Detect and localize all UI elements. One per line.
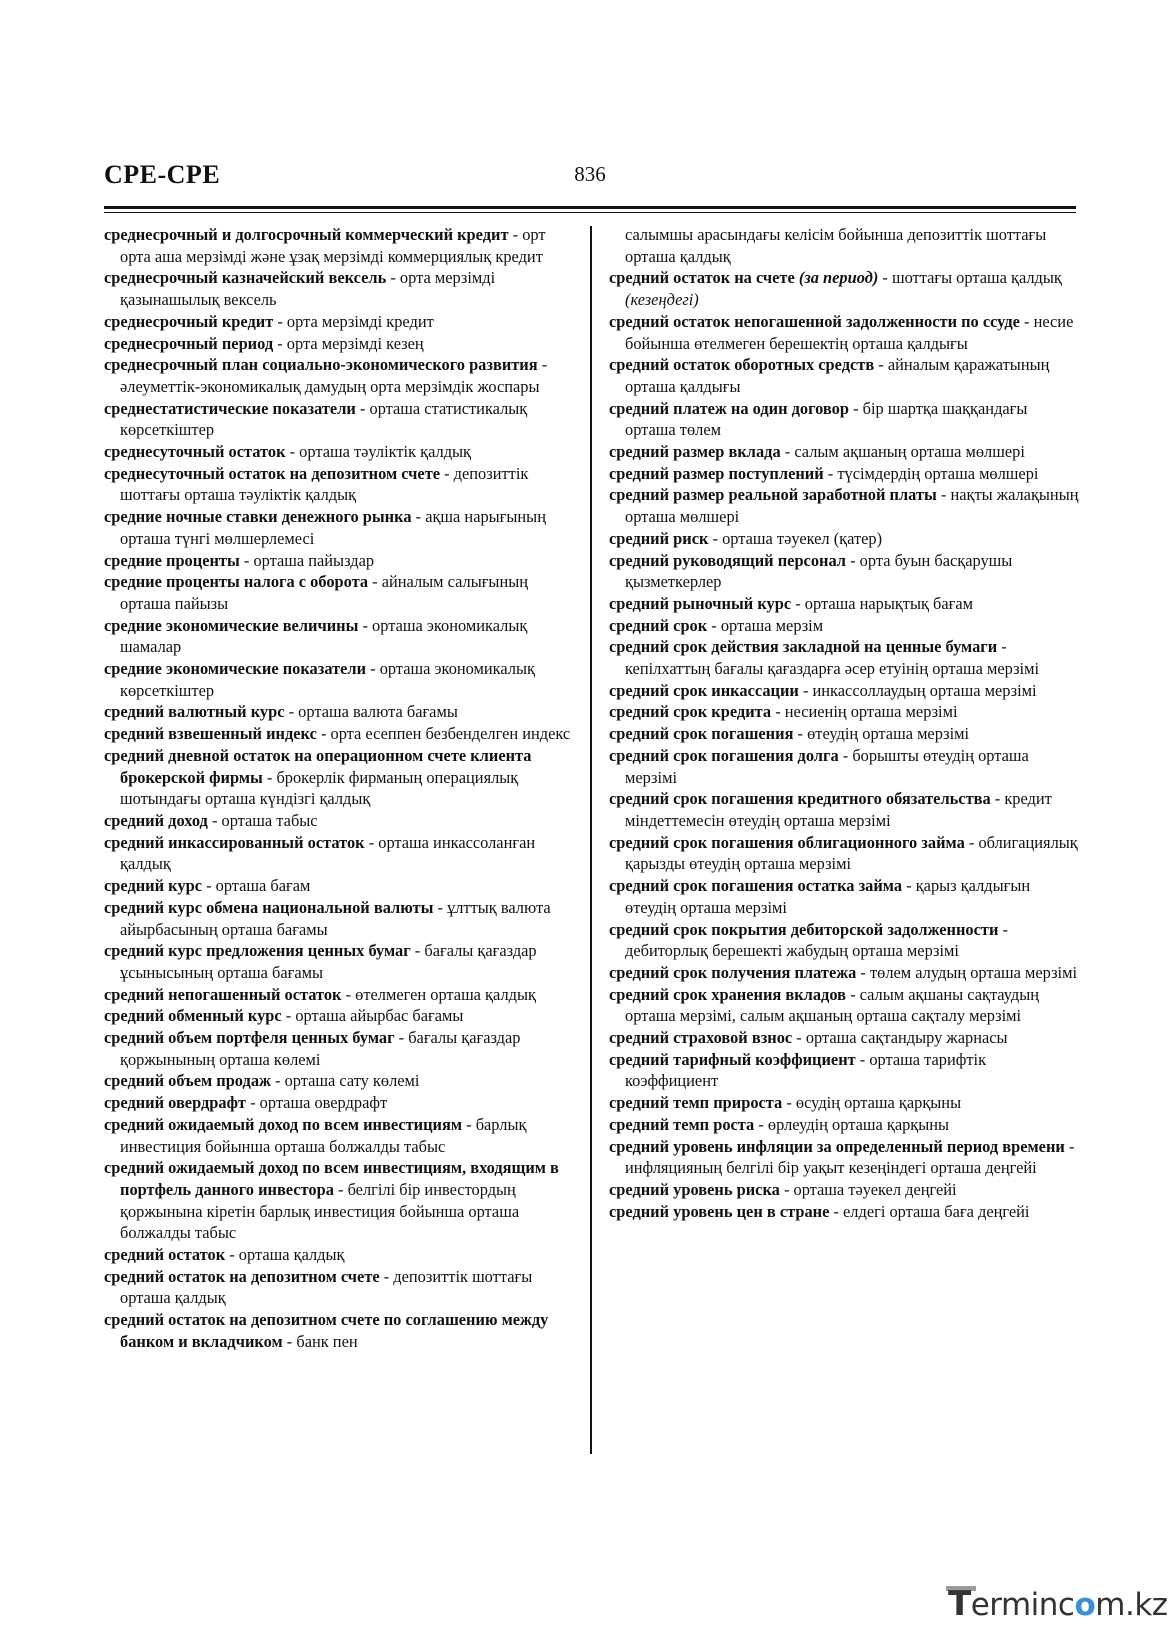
dictionary-entry: среднестатистические показатели - орташа статистикалық көрсеткіштер: [104, 398, 528, 440]
entry-definition: шоттағы орташа қалдық: [891, 268, 1062, 288]
dictionary-entry: средний срок - орташа мерзім: [609, 615, 824, 635]
entry-term: средние проценты: [104, 550, 240, 570]
entry-definition: орташа овердрафт: [259, 1093, 388, 1113]
entry-term: средний уровень инфляции за определенный период времени: [609, 1136, 1065, 1156]
entry-definition: несиенің орташа мерзімі: [784, 702, 958, 722]
entry-term: средний взвешенный индекс: [104, 724, 317, 744]
entry-term: средний остаток на депозитном счете: [104, 1266, 380, 1286]
entry-term: средний платеж на один договор: [609, 398, 849, 418]
entry-term: средний срок хранения вкладов: [609, 984, 846, 1004]
dictionary-entry: средний срок инкассации - инкассоллаудың орташа мерзімі: [609, 680, 1037, 700]
entry-definition: айналым қаражатының орташа қалдығы: [625, 355, 1050, 396]
dictionary-entry: средний остаток на счете (за период) - шоттағы орташа қалдық (кезеңдегі): [609, 268, 1062, 310]
dictionary-entry: средний остаток - орташа қалдық: [104, 1245, 345, 1265]
entry-definition: орташа қалдық: [238, 1245, 345, 1265]
entry-term: средний овердрафт: [104, 1093, 246, 1113]
entry-definition: қарыз қалдығын өтеудің орташа мерзімі: [625, 876, 1031, 917]
entry-term: средний размер поступлений: [609, 463, 824, 483]
dictionary-entry: среднесуточный остаток - орташа тәуліктік қалдық: [104, 442, 472, 462]
dictionary-entry: средние экономические величины - орташа экономикалық шамалар: [104, 615, 528, 657]
entry-term: средний остаток на депозитном счете по соглашению между банком и вкладчиком: [104, 1310, 549, 1351]
dictionary-entry: средний размер вклада - салым ақшаның орташа мөлшері: [609, 442, 1025, 462]
entry-definition: орташа сату көлемі: [284, 1071, 420, 1091]
entry-term: средний срок погашения: [609, 724, 794, 744]
entry-definition: орта буын басқарушы қызметкерлер: [625, 550, 1013, 592]
entry-term: средние экономические величины: [104, 615, 359, 635]
entry-definition: кредит міндеттемесін өтеудің орташа мерзімі: [625, 789, 1052, 830]
dictionary-entry: средний объем портфеля ценных бумаг - бағалы қағаздар қоржынының орташа көлемі: [104, 1028, 521, 1069]
dictionary-entry: средний размер поступлений - түсімдердің орташа мөлшері: [609, 463, 1039, 483]
header-rule-thin: [104, 212, 1076, 213]
entry-definition: орташа экономикалық шамалар: [120, 615, 528, 657]
entry-definition: өтелмеген орташа қалдық: [355, 984, 536, 1004]
dictionary-entry: средний дневной остаток на операционном счете клиента брокерской фирмы - брокерлік фирманың операциялық шотындағы орташа күндізгі қалдық: [104, 745, 532, 809]
dictionary-entry: среднесрочный и долгосрочный коммерческий кредит - орт орта аша мерзімді және ұзақ мерзімді коммерциялық кредит: [104, 225, 546, 266]
entry-definition: несие бойынша өтелмеген берешектің орташа қалдығы: [625, 311, 1074, 353]
entry-definition: орташа мерзім: [720, 615, 824, 635]
entry-term: среднесуточный остаток: [104, 442, 286, 462]
column-divider: [590, 226, 592, 1454]
page-section-header: СРЕ-СРЕ: [104, 160, 221, 189]
dictionary-entry: средний остаток непогашенной задолженности по ссуде - несие бойынша өтелмеген берешектің орташа қалдығы: [609, 311, 1074, 353]
entry-term: средний остаток: [104, 1245, 226, 1265]
dictionary-entry: средний темп роста - өрлеудің орташа қарқыны: [609, 1114, 950, 1134]
watermark-logo: [948, 1584, 1168, 1624]
dictionary-entry: средний темп прироста - өсудің орташа қарқыны: [609, 1093, 962, 1113]
entry-term: средний срок получения платежа: [609, 962, 857, 982]
dictionary-entry: средний срок действия закладной на ценные бумаги - кепілхаттың бағалы қағаздарға әсер етуінің орташа мерзімі: [609, 637, 1040, 679]
entry-definition: бағалы қағаздар ұсынысының орташа бағамы: [120, 941, 537, 982]
entry-term: средний ожидаемый доход по всем инвестициям, входящим в портфель данного инвестора: [104, 1158, 559, 1199]
dictionary-entry: средний уровень риска - орташа тәуекел деңгейі: [609, 1179, 957, 1199]
entry-definition: орташа табыс: [221, 810, 318, 830]
logo-lead: T: [948, 1584, 971, 1624]
entry-definition: орташа экономикалық көрсеткіштер: [120, 659, 535, 700]
entry-definition: орта мерзімді кредит: [286, 311, 434, 331]
entry-term: средний размер вклада: [609, 442, 781, 462]
dictionary-entry: средний валютный курс - орташа валюта бағамы: [104, 702, 458, 722]
entry-term: средний размер реальной заработной платы: [609, 485, 937, 505]
entry-term: средний остаток на счете: [609, 268, 795, 288]
entry-term: средний тарифный коэффициент: [609, 1049, 856, 1069]
entry-term: средние экономические показатели: [104, 659, 367, 679]
dictionary-entry: средний инкассированный остаток - орташа инкассоланған қалдық: [104, 832, 536, 874]
entry-definition: ұлттық валюта айырбасының орташа бағамы: [120, 897, 551, 939]
entry-term: средний доход: [104, 810, 208, 830]
header-rule-thick: [104, 206, 1076, 209]
entry-term: средний срок кредита: [609, 702, 772, 722]
entry-term: средний остаток оборотных средств: [609, 355, 875, 375]
page-number: 836: [574, 162, 606, 186]
left-column: [104, 224, 574, 1353]
entry-term: средний курс обмена национальной валюты: [104, 897, 434, 917]
entry-definition: орташа валюта бағамы: [298, 702, 458, 722]
logo-tail: m.kz: [1095, 1587, 1168, 1623]
entry-definition: төлем алудың орташа мерзімі: [869, 962, 1078, 982]
entry-definition: салым ақшаны сақтаудың орташа мерзімі, салым ақшаның орташа сақталу мерзімі: [625, 984, 1040, 1026]
entry-definition: орташа бағам: [215, 876, 311, 896]
entry-term: средний срок погашения долга: [609, 745, 839, 765]
entry-term: среднесрочный и долгосрочный коммерческий кредит: [104, 225, 509, 244]
entry-definition: өтеудің орташа мерзімі: [807, 724, 970, 744]
entry-term: среднесрочный период: [104, 333, 274, 353]
entry-term: средний рыночный курс: [609, 593, 792, 613]
dictionary-entry: среднесрочный период - орта мерзімді кезең: [104, 333, 424, 353]
dictionary-entry: средний срок погашения остатка займа - қарыз қалдығын өтеудің орташа мерзімі: [609, 876, 1031, 917]
entry-term: средний темп роста: [609, 1114, 755, 1134]
entry-term: среднесрочный казначейский вексель: [104, 268, 387, 288]
dictionary-entry: средние экономические показатели - орташа экономикалық көрсеткіштер: [104, 659, 535, 700]
entry-term: средний ожидаемый доход по всем инвестициям: [104, 1114, 463, 1134]
entry-term: среднесрочный план социально-экономического развития: [104, 355, 538, 375]
dictionary-entry: средний овердрафт - орташа овердрафт: [104, 1093, 388, 1113]
entry-term: средний непогашенный остаток: [104, 984, 342, 1004]
dictionary-entry: средний срок покрытия дебиторской задолженности - дебиторлық берешекті жабудың орташа мерзімі: [609, 919, 1008, 961]
dictionary-entry: средний обменный курс - орташа айырбас бағамы: [104, 1006, 464, 1026]
entry-definition: инкассоллаудың орташа мерзімі: [812, 680, 1037, 700]
entry-definition: салымшы арасындағы келісім бойынша депозиттік шоттағы орташа қалдық: [625, 225, 1047, 266]
dictionary-entry: среднесрочный кредит - орта мерзімді кредит: [104, 311, 434, 331]
dictionary-entry: средний уровень инфляции за определенный период времени - инфляцияның белгілі бір уақыт кезеңіндегі орташа деңгейі: [609, 1136, 1075, 1178]
entry-definition: брокерлік фирманың операциялық шотындағы орташа күндізгі қалдық: [120, 767, 519, 809]
entry-definition: орта мерзімді кезең: [286, 333, 424, 353]
entry-definition: орташа тәуекел (қатер): [722, 528, 883, 548]
entry-definition: орт орта аша мерзімді және ұзақ мерзімді коммерциялық кредит: [120, 225, 546, 266]
entry-definition: орташа тәуліктік қалдық: [299, 442, 472, 462]
dictionary-entry: средний руководящий персонал - орта буын басқарушы қызметкерлер: [609, 550, 1013, 592]
dictionary-entry: средний остаток оборотных средств - айналым қаражатының орташа қалдығы: [609, 355, 1050, 396]
entry-term: средний объем продаж: [104, 1071, 271, 1091]
entry-definition: нақты жалақының орташа мөлшері: [625, 485, 1079, 527]
entry-definition: өрлеудің орташа қарқыны: [767, 1114, 950, 1134]
entry-definition-note: (кезеңдегі): [625, 290, 699, 310]
entry-definition: кепілхаттың бағалы қағаздарға әсер етуінің орташа мерзімі: [625, 659, 1040, 679]
entry-term-note: (за период): [798, 268, 879, 288]
entry-definition: инфляцияның белгілі бір уақыт кезеңіндегі орташа деңгейі: [625, 1158, 1037, 1178]
entry-term: среднесуточный остаток на депозитном счете: [104, 463, 441, 483]
entry-definition: орташа айырбас бағамы: [295, 1006, 464, 1026]
entry-term: средний срок действия закладной на ценные бумаги: [609, 637, 998, 657]
dictionary-entry: средний срок кредита - несиенің орташа мерзімі: [609, 702, 958, 722]
entry-definition: орташа инкассоланған қалдық: [120, 832, 536, 874]
dictionary-entry: среднесуточный остаток на депозитном счете - депозиттік шоттағы орташа тәуліктік қалдық: [104, 463, 529, 505]
dictionary-entry: средний остаток на депозитном счете по соглашению между банком и вкладчиком - банк пен: [104, 1310, 549, 1351]
entry-definition: бір шартқа шаққандағы орташа төлем: [625, 398, 1028, 440]
entry-term: средний дневной остаток на операционном счете клиента брокерской фирмы: [104, 745, 532, 787]
dictionary-entry: средний рыночный курс - орташа нарықтық бағам: [609, 593, 974, 613]
entry-term: средние ночные ставки денежного рынка: [104, 507, 412, 527]
entry-definition: банк пен: [296, 1331, 358, 1351]
entry-term: средний остаток непогашенной задолженности по ссуде: [609, 311, 1020, 331]
entry-definition: елдегі орташа баға деңгейі: [843, 1201, 1030, 1221]
dictionary-entry: средние ночные ставки денежного рынка - ақша нарығының орташа түнгі мөлшерлемесі: [104, 507, 546, 548]
dictionary-entry: средние проценты - орташа пайыздар: [104, 550, 375, 570]
entry-term: средний уровень цен в стране: [609, 1201, 830, 1221]
entry-definition: орташа тарифтік коэффициент: [625, 1049, 987, 1091]
right-column: [609, 224, 1079, 1222]
entry-term: средний валютный курс: [104, 702, 285, 722]
entry-definition: орташа сақтандыру жарнасы: [805, 1028, 1008, 1048]
dictionary-entry: среднесрочный план социально-экономического развития - әлеуметтік-экономикалық дамудың орта мерзімдік жоспары: [104, 355, 548, 396]
entry-definition: облигациялық қарызды өтеудің орташа мерзімі: [625, 832, 1078, 874]
dictionary-entry: средний доход - орташа табыс: [104, 810, 318, 830]
entry-definition: әлеуметтік-экономикалық дамудың орта мерзімдік жоспары: [120, 376, 540, 396]
entry-definition: белгілі бір инвестордың қоржынына кіретін барлық инвестиция бойынша орташа болжалды табыс: [120, 1179, 520, 1243]
entry-definition: депозиттік шоттағы орташа қалдық: [120, 1266, 533, 1308]
dictionary-entry: средний размер реальной заработной платы - нақты жалақының орташа мөлшері: [609, 485, 1079, 527]
entry-term: средний уровень риска: [609, 1179, 780, 1199]
dictionary-entry: средние проценты налога с оборота - айналым салығының орташа пайызы: [104, 572, 528, 613]
dictionary-entry: средний тарифный коэффициент - орташа тарифтік коэффициент: [609, 1049, 987, 1091]
entry-definition: орташа тәуекел деңгейі: [793, 1179, 957, 1199]
entry-definition: борышты өтеудің орташа мерзімі: [625, 745, 1029, 787]
entry-definition: орташа нарықтық бағам: [804, 593, 974, 613]
dictionary-entry: средний ожидаемый доход по всем инвестициям, входящим в портфель данного инвестора - белгілі бір инвестордың қоржынына кіретін барлық инвестиция бойынша орташа болжалды табыс: [104, 1158, 559, 1243]
entry-term: средний темп прироста: [609, 1093, 783, 1113]
dictionary-entry: [609, 224, 1079, 267]
logo-accent: o: [1074, 1587, 1096, 1623]
entry-term: средние проценты налога с оборота: [104, 572, 369, 592]
entry-definition: депозиттік шоттағы орташа тәуліктік қалдық: [120, 463, 529, 505]
entry-term: средний руководящий персонал: [609, 550, 847, 570]
entry-term: средний срок погашения кредитного обязательства: [609, 789, 991, 809]
dictionary-entry: средний непогашенный остаток - өтелмеген орташа қалдық: [104, 984, 536, 1004]
entry-term: средний объем портфеля ценных бумаг: [104, 1028, 395, 1048]
dictionary-entry: средний срок хранения вкладов - салым ақшаны сақтаудың орташа мерзімі, салым ақшаның орташа сақталу мерзімі: [609, 984, 1040, 1026]
dictionary-entry: среднесрочный казначейский вексель - орта мерзімді қазынашылық вексель: [104, 268, 496, 310]
entry-term: средний срок покрытия дебиторской задолженности: [609, 919, 999, 939]
dictionary-entry: средний курс предложения ценных бумаг - бағалы қағаздар ұсынысының орташа бағамы: [104, 941, 537, 982]
entry-definition: орта есеппен безбенделген индекс: [330, 724, 571, 744]
entry-term: средний риск: [609, 528, 709, 548]
entry-definition: түсімдердің орташа мөлшері: [837, 463, 1039, 483]
dictionary-entry: средний срок получения платежа - төлем алудың орташа мерзімі: [609, 962, 1078, 982]
entry-term: среднестатистические показатели: [104, 398, 356, 418]
entry-term: средний курс предложения ценных бумаг: [104, 941, 411, 961]
entry-term: средний срок: [609, 615, 708, 635]
entry-term: средний курс: [104, 876, 202, 896]
dictionary-entry: средний срок погашения - өтеудің орташа мерзімі: [609, 724, 970, 744]
entry-term: средний срок погашения облигационного займа: [609, 832, 965, 852]
dictionary-entry: средний уровень цен в стране - елдегі орташа баға деңгейі: [609, 1201, 1030, 1221]
dictionary-entry: средний ожидаемый доход по всем инвестициям - барлық инвестиция бойынша орташа болжалды табыс: [104, 1114, 527, 1156]
entry-definition: айналым салығының орташа пайызы: [120, 572, 528, 613]
dictionary-entry: средний взвешенный индекс - орта есеппен безбенделген индекс: [104, 724, 571, 744]
dictionary-entry: средний курс - орташа бағам: [104, 876, 311, 896]
logo-mid: erminc: [970, 1587, 1075, 1623]
entry-term: средний обменный курс: [104, 1006, 282, 1026]
entry-definition: орта мерзімді қазынашылық вексель: [120, 268, 496, 310]
entry-definition: бағалы қағаздар қоржынының орташа көлемі: [120, 1028, 521, 1069]
dictionary-entry: средний срок погашения кредитного обязательства - кредит міндеттемесін өтеудің орташа мерзімі: [609, 789, 1052, 830]
entry-term: средний инкассированный остаток: [104, 832, 365, 852]
dictionary-entry: средний срок погашения облигационного займа - облигациялық қарызды өтеудің орташа мерзімі: [609, 832, 1078, 874]
entry-definition: барлық инвестиция бойынша орташа болжалды табыс: [120, 1114, 527, 1156]
entry-definition: өсудің орташа қарқыны: [795, 1093, 962, 1113]
dictionary-entry: средний срок погашения долга - борышты өтеудің орташа мерзімі: [609, 745, 1029, 787]
dictionary-entry: средний страховой взнос - орташа сақтандыру жарнасы: [609, 1028, 1008, 1048]
dictionary-entry: средний курс обмена национальной валюты - ұлттық валюта айырбасының орташа бағамы: [104, 897, 551, 939]
entry-definition: орташа статистикалық көрсеткіштер: [120, 398, 528, 440]
dictionary-entry: средний платеж на один договор - бір шартқа шаққандағы орташа төлем: [609, 398, 1028, 440]
entry-term: средний страховой взнос: [609, 1028, 793, 1048]
entry-definition: салым ақшаның орташа мөлшері: [794, 442, 1025, 462]
entry-definition: ақша нарығының орташа түнгі мөлшерлемесі: [120, 507, 546, 548]
entry-term: средний срок инкассации: [609, 680, 799, 700]
entry-definition: орташа пайыздар: [253, 550, 375, 570]
entry-term: средний срок погашения остатка займа: [609, 876, 903, 896]
entry-term: среднесрочный кредит: [104, 311, 274, 331]
dictionary-entry: средний остаток на депозитном счете - депозиттік шоттағы орташа қалдық: [104, 1266, 533, 1308]
dictionary-entry: средний объем продаж - орташа сату көлемі: [104, 1071, 420, 1091]
dictionary-entry: средний риск - орташа тәуекел (қатер): [609, 528, 883, 548]
entry-definition: дебиторлық берешекті жабудың орташа мерзімі: [625, 941, 959, 961]
